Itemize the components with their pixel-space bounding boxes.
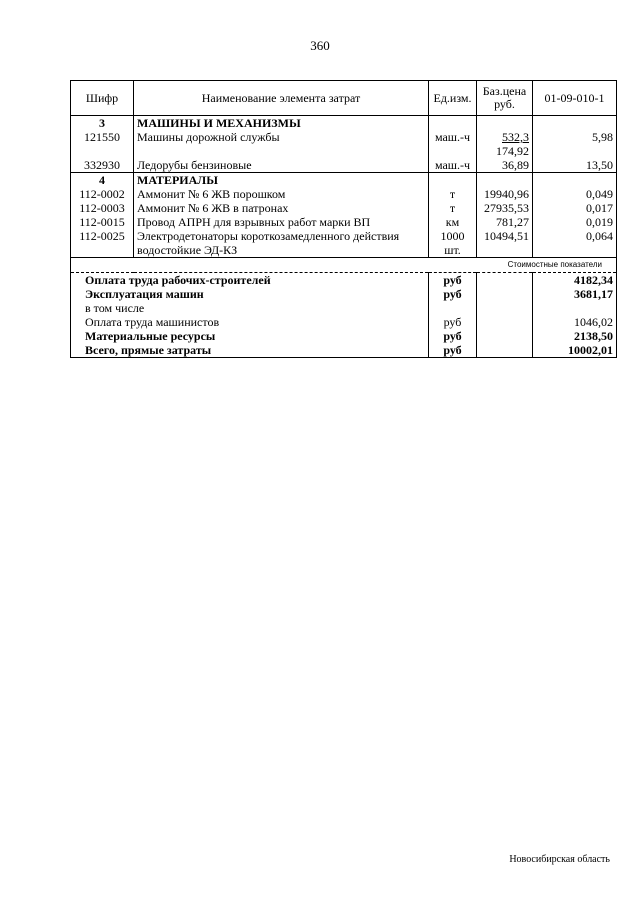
summary-row [71,343,617,358]
summary-unit: руб [429,343,477,358]
summary-unit: руб [429,315,477,329]
row-price-secondary: 174,92 [496,144,529,158]
row-price [477,130,533,158]
row-code: 332930 [71,158,134,173]
summary-name: в том числе [71,301,429,315]
summary-unit: руб [429,273,477,288]
summary-row [71,273,617,288]
row-qty: 0,019 [533,215,617,229]
header-unit: Ед.изм. [429,81,477,116]
header-code: Шифр [71,81,134,116]
summary-row [71,329,617,343]
summary-name: Эксплуатация машин [71,287,429,301]
row-name [134,229,429,258]
row-name-line2: водостойкие ЭД-КЗ [137,243,238,257]
row-unit: т [429,201,477,215]
row-price: 10494,51 [477,229,533,258]
row-name: Ледорубы бензиновые [134,158,429,173]
summary-name: Всего, прямые затраты [71,343,429,358]
row-code: 112-0003 [71,201,134,215]
table-row [71,187,617,201]
summary-row [71,315,617,329]
row-name: Провод АПРН для взрывных работ марки ВП [134,215,429,229]
row-name-line1: Электродетонаторы короткозамедленного действия [137,229,400,243]
summary-row [71,287,617,301]
table-header-row [71,81,617,116]
summary-row [71,301,617,315]
table-row [71,229,617,258]
row-name: Машины дорожной службы [134,130,429,158]
header-rate-code: 01-09-010-1 [533,81,617,116]
summary-value: 1046,02 [533,315,617,329]
section-number: 4 [71,173,134,188]
row-qty: 0,064 [533,229,617,258]
header-price-line2: руб. [494,97,515,111]
region-footer: Новосибирская область [509,854,610,865]
row-qty: 0,017 [533,201,617,215]
summary-unit: руб [429,329,477,343]
row-unit-line1: 1000 [440,229,465,243]
row-code: 112-0025 [71,229,134,258]
summary-value: 10002,01 [533,343,617,358]
section-materials-header [71,173,617,188]
section-number: 3 [71,116,134,131]
row-code: 121550 [71,130,134,158]
section-title: МАШИНЫ И МЕХАНИЗМЫ [134,116,429,131]
cost-indicators-row [71,258,617,273]
summary-unit: руб [429,287,477,301]
cost-table [70,80,617,358]
row-price-value: 532,3 [502,130,529,144]
cost-indicators-label: Стоимостные показатели [507,260,602,269]
header-price-line1: Баз.цена [482,84,527,98]
summary-value: 3681,17 [533,287,617,301]
row-price: 19940,96 [477,187,533,201]
table-row [71,158,617,173]
row-code: 112-0002 [71,187,134,201]
summary-value: 2138,50 [533,329,617,343]
header-name: Наименование элемента затрат [134,81,429,116]
section-machines-header [71,116,617,131]
summary-name: Оплата труда рабочих-строителей [71,273,429,288]
summary-name: Оплата труда машинистов [71,315,429,329]
page-number: 360 [310,38,330,53]
row-price: 36,89 [477,158,533,173]
row-qty: 0,049 [533,187,617,201]
table-row [71,201,617,215]
header-price [477,81,533,116]
row-price: 27935,53 [477,201,533,215]
row-unit: маш.-ч [429,130,477,158]
row-qty: 5,98 [533,130,617,158]
row-unit: т [429,187,477,201]
row-price: 781,27 [477,215,533,229]
row-code: 112-0015 [71,215,134,229]
row-unit: маш.-ч [429,158,477,173]
row-unit [429,229,477,258]
table-row [71,130,617,158]
row-name: Аммонит № 6 ЖВ в патронах [134,201,429,215]
row-name: Аммонит № 6 ЖВ порошком [134,187,429,201]
summary-value: 4182,34 [533,273,617,288]
table-row [71,215,617,229]
row-unit: км [429,215,477,229]
row-qty: 13,50 [533,158,617,173]
section-title: МАТЕРИАЛЫ [134,173,429,188]
row-unit-line2: шт. [444,243,461,257]
summary-name: Материальные ресурсы [71,329,429,343]
